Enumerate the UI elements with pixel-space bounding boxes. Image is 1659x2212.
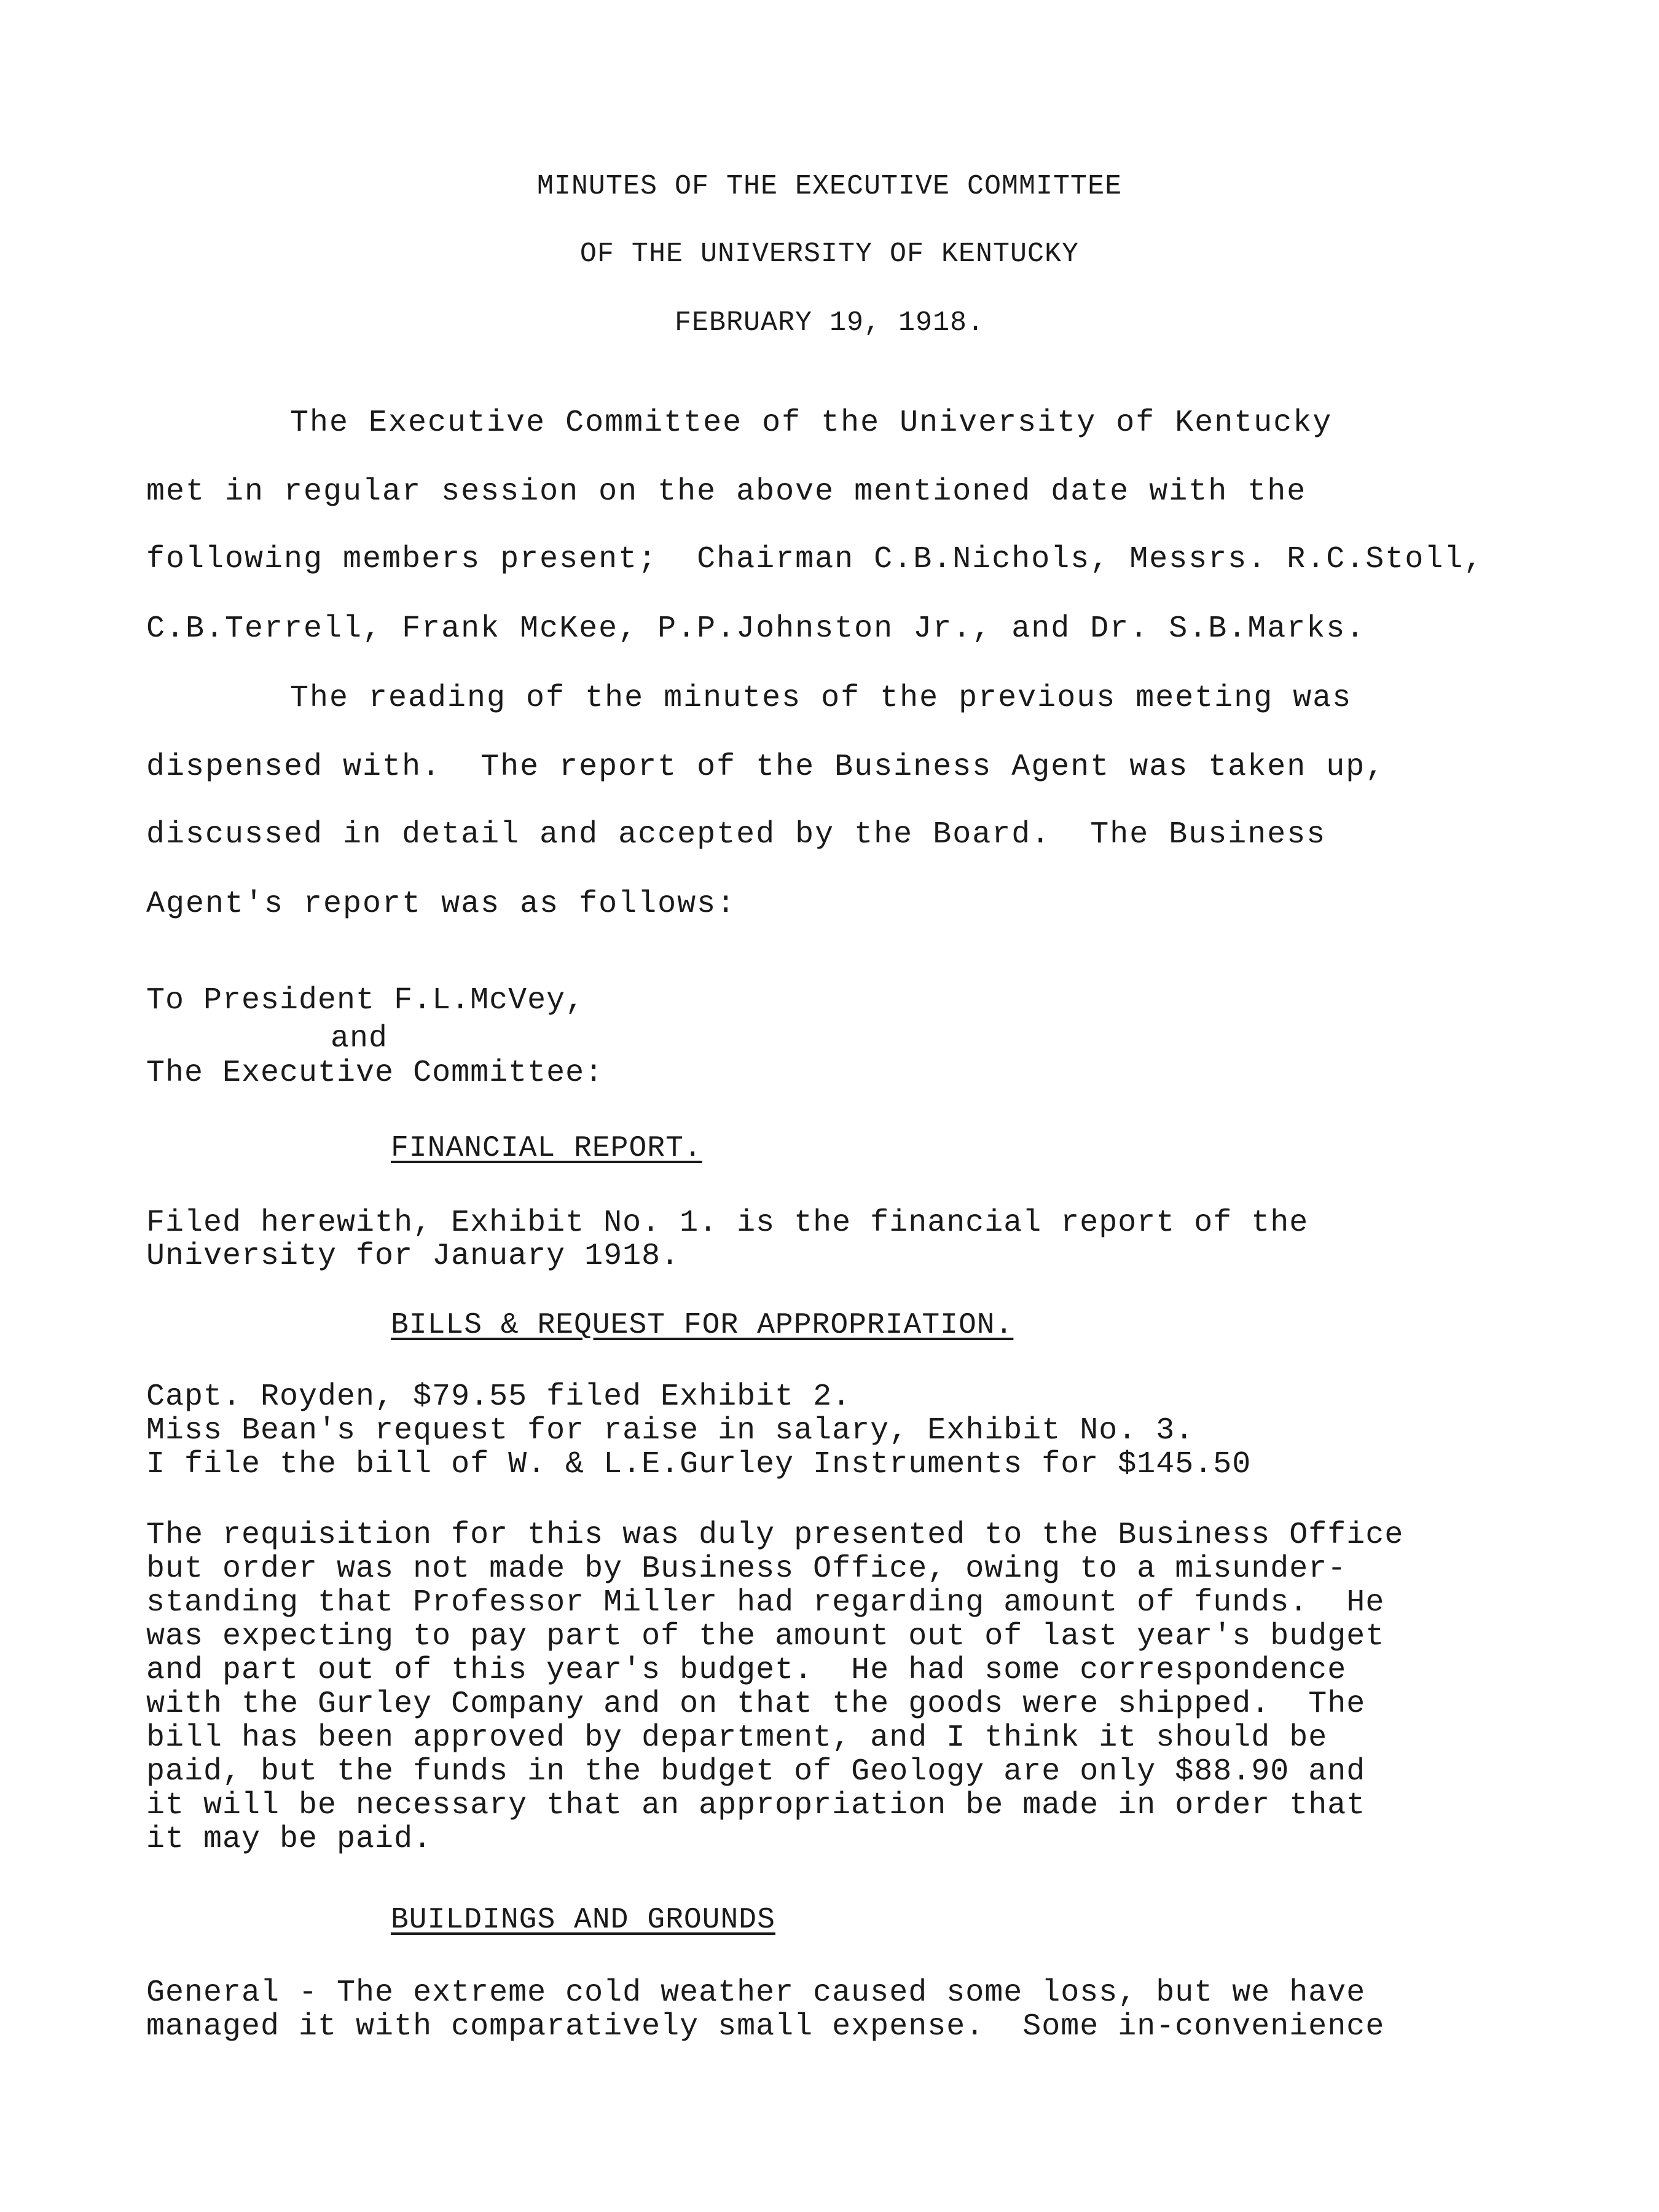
- buildings-line: managed it with comparatively small expense. Some in-convenience: [146, 2009, 1385, 2044]
- financial-report-heading: FINANCIAL REPORT.: [391, 1132, 702, 1165]
- bills-paragraph-line: standing that Professor Miller had regarding amount of funds. He: [146, 1585, 1385, 1620]
- financial-line: Filed herewith, Exhibit No. 1. is the financial report of the: [146, 1206, 1309, 1241]
- bills-paragraph-line: but order was not made by Business Office, owing to a misunder-: [146, 1551, 1347, 1586]
- bills-paragraph-line: with the Gurley Company and on that the goods were shipped. The: [146, 1687, 1366, 1722]
- intro-line: The Executive Committee of the University of Kentucky: [290, 406, 1333, 441]
- intro-line: met in regular session on the above mentioned date with the: [146, 474, 1307, 509]
- bills-paragraph-line: it may be paid.: [146, 1822, 433, 1857]
- intro-line: The reading of the minutes of the previous meeting was: [290, 681, 1352, 716]
- intro-line: Agent's report was as follows:: [146, 887, 737, 922]
- title-line-1: MINUTES OF THE EXECUTIVE COMMITTEE: [536, 171, 1123, 202]
- buildings-line: General - The extreme cold weather caused some loss, but we have: [146, 1975, 1366, 2010]
- bill-item: I file the bill of W. & L.E.Gurley Instruments for $145.50: [146, 1447, 1252, 1482]
- address-line: The Executive Committee:: [146, 1056, 604, 1091]
- title-line-2: OF THE UNIVERSITY OF KENTUCKY: [579, 238, 1080, 270]
- bill-item: Capt. Royden, $79.55 filed Exhibit 2.: [146, 1379, 852, 1414]
- bills-paragraph-line: was expecting to pay part of the amount out of last year's budget: [146, 1619, 1385, 1654]
- intro-line: discussed in detail and accepted by the Board. The Business: [146, 817, 1327, 852]
- intro-line: following members present; Chairman C.B.Nichols, Messrs. R.C.Stoll,: [146, 542, 1484, 577]
- bills-heading: BILLS & REQUEST FOR APPROPRIATION.: [391, 1309, 1014, 1342]
- bills-paragraph-line: paid, but the funds in the budget of Geology are only $88.90 and: [146, 1754, 1366, 1789]
- intro-line: C.B.Terrell, Frank McKee, P.P.Johnston Jr., and Dr. S.B.Marks.: [146, 611, 1366, 646]
- bills-paragraph-line: it will be necessary that an appropriation be made in order that: [146, 1788, 1366, 1823]
- address-line: and: [331, 1021, 388, 1056]
- buildings-grounds-heading: BUILDINGS AND GROUNDS: [391, 1904, 775, 1937]
- address-line: To President F.L.McVey,: [146, 983, 585, 1018]
- title-date: FEBRUARY 19, 1918.: [674, 307, 985, 339]
- financial-line: University for January 1918.: [146, 1239, 680, 1274]
- bills-paragraph-line: and part out of this year's budget. He had some correspondence: [146, 1653, 1347, 1688]
- intro-line: dispensed with. The report of the Business Agent was taken up,: [146, 750, 1386, 785]
- bills-paragraph-line: The requisition for this was duly presented to the Business Office: [146, 1518, 1404, 1553]
- bill-item: Miss Bean's request for raise in salary, Exhibit No. 3.: [146, 1413, 1194, 1448]
- bills-paragraph-line: bill has been approved by department, and I think it should be: [146, 1720, 1328, 1755]
